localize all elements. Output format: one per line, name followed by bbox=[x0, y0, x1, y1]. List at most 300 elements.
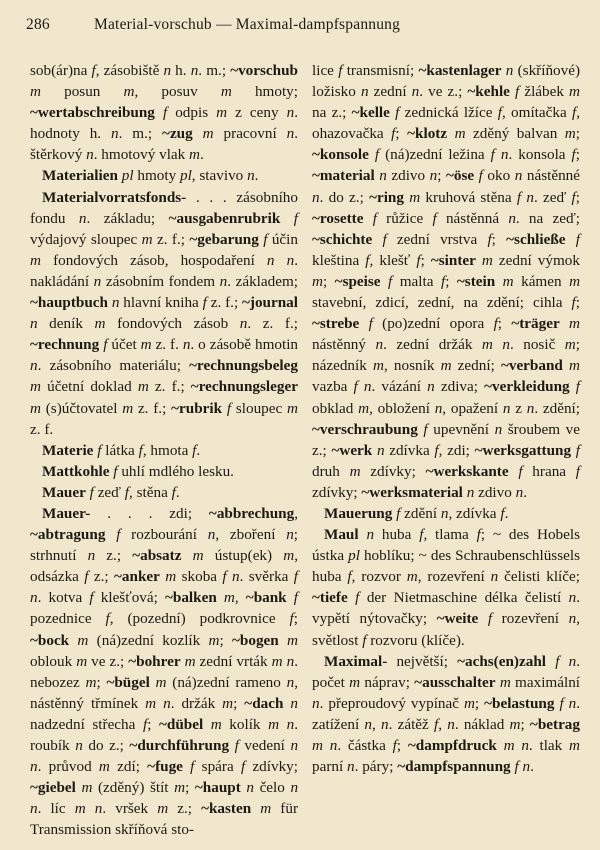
entry-text: , tlama bbox=[423, 526, 477, 544]
grammar-label: n bbox=[568, 652, 577, 670]
dictionary-entry bbox=[30, 482, 298, 503]
entry-text: zední výmok bbox=[492, 251, 580, 269]
entry-text: zdění bbox=[400, 504, 441, 522]
entry-text: . vázání bbox=[371, 378, 428, 396]
grammar-label: f bbox=[105, 610, 110, 628]
entry-text: z. f. bbox=[151, 336, 183, 354]
grammar-label: f bbox=[347, 568, 352, 586]
entry-text: ; bbox=[575, 146, 580, 164]
entry-text: hlavní kniha bbox=[119, 294, 203, 312]
entry-text: maximální bbox=[510, 673, 581, 691]
running-head: Material-vorschub — Maximal-dampfspannung bbox=[94, 16, 401, 33]
grammar-label: n bbox=[239, 315, 248, 333]
entry-text: ústup(ek) bbox=[203, 547, 284, 565]
entry-text bbox=[497, 737, 504, 754]
grammar-label: n bbox=[86, 146, 94, 164]
entry-text: . . . zdi; bbox=[90, 504, 209, 522]
headword: ~absatz bbox=[132, 547, 182, 565]
entry-text: šroubem ve z.; bbox=[312, 420, 581, 459]
entry-text: . zatížení bbox=[312, 694, 581, 733]
grammar-label: n bbox=[163, 62, 172, 79]
grammar-label: f bbox=[500, 504, 505, 522]
grammar-label: n bbox=[312, 188, 320, 206]
grammar-label: f bbox=[84, 568, 89, 586]
entry-text: , obložení bbox=[369, 399, 435, 417]
grammar-label: m bbox=[569, 83, 581, 101]
grammar-label: f bbox=[338, 62, 343, 79]
headword: ~bank bbox=[245, 589, 287, 607]
dictionary-entry bbox=[312, 503, 580, 524]
grammar-label: f bbox=[514, 758, 519, 776]
dictionary-entry bbox=[30, 440, 298, 461]
headword: ~konsole bbox=[312, 146, 369, 164]
entry-text: ; bbox=[497, 315, 512, 333]
entry-text bbox=[105, 526, 116, 543]
entry-text: pracovní bbox=[213, 125, 287, 143]
entry-text: ; bbox=[575, 294, 580, 312]
entry-text: , omítačka bbox=[502, 104, 572, 122]
headword: Mauerung bbox=[324, 504, 393, 522]
grammar-label: m bbox=[145, 694, 157, 712]
entry-text: ; bbox=[520, 715, 530, 733]
entry-text: , zdívka bbox=[448, 504, 501, 522]
entry-text: ve z.; bbox=[87, 652, 129, 670]
entry-text: zdívky; bbox=[245, 758, 298, 776]
headword: ~dampfdruck bbox=[407, 737, 497, 754]
grammar-label: n bbox=[87, 547, 96, 565]
headword: ~anker bbox=[114, 568, 160, 586]
grammar-label: n bbox=[514, 167, 523, 185]
grammar-label: m bbox=[81, 779, 93, 797]
grammar-label: m bbox=[260, 800, 272, 818]
entry-text: ; bbox=[219, 631, 232, 649]
dictionary-entry bbox=[30, 60, 298, 165]
grammar-label: f bbox=[487, 610, 493, 628]
grammar-label: f bbox=[518, 462, 523, 480]
dictionary-entry bbox=[30, 461, 298, 482]
entry-text: ; bbox=[445, 272, 457, 290]
entry-text: zdivo bbox=[474, 483, 516, 501]
grammar-label: n bbox=[360, 83, 369, 101]
entry-text: nástěnná bbox=[436, 209, 509, 227]
entry-text: sloupec bbox=[231, 399, 288, 417]
entry-text: . do z.; bbox=[319, 188, 370, 206]
entry-text: . bbox=[254, 167, 259, 185]
grammar-label: m bbox=[268, 715, 280, 733]
grammar-label: m bbox=[140, 336, 152, 354]
grammar-label: n bbox=[494, 420, 503, 438]
grammar-label: n bbox=[376, 441, 385, 459]
grammar-label: n bbox=[508, 209, 516, 227]
entry-text: huba bbox=[374, 526, 420, 544]
grammar-label: m bbox=[440, 357, 452, 375]
entry-text: rozbourání bbox=[120, 526, 208, 544]
grammar-label: f bbox=[382, 230, 387, 248]
grammar-label: n bbox=[364, 715, 373, 733]
entry-text: ; bbox=[396, 737, 408, 754]
entry-text: účet bbox=[107, 336, 141, 354]
grammar-label: m bbox=[223, 589, 235, 607]
grammar-label: n bbox=[219, 272, 228, 290]
entry-text: . držák bbox=[170, 694, 223, 712]
entry-text: čelisti klíče; bbox=[498, 568, 580, 586]
grammar-label: f bbox=[490, 146, 495, 164]
grammar-label: f bbox=[395, 104, 400, 122]
entry-text: . o zásobě hmotin bbox=[190, 336, 299, 354]
grammar-label: f bbox=[497, 104, 502, 122]
entry-text: . na zeď; bbox=[515, 209, 581, 227]
entry-text: , posuv bbox=[134, 83, 221, 101]
headword: ~kastenlager bbox=[418, 62, 502, 79]
grammar-label: f bbox=[396, 504, 401, 522]
grammar-label: n bbox=[312, 694, 320, 712]
grammar-label: pl bbox=[121, 167, 134, 185]
dictionary-entry bbox=[30, 503, 298, 841]
grammar-label: pl bbox=[348, 547, 360, 565]
headword: ~weite bbox=[436, 610, 479, 628]
grammar-label: m bbox=[98, 758, 110, 776]
grammar-label: n bbox=[366, 526, 375, 544]
grammar-label: f bbox=[434, 441, 439, 459]
grammar-label: n bbox=[521, 737, 529, 754]
headword: ~achs(en)zahl bbox=[457, 652, 546, 670]
grammar-label: m bbox=[406, 568, 418, 586]
entry-text: spára bbox=[194, 758, 241, 776]
headword: ~durchführung bbox=[129, 737, 230, 754]
entry-text: sob(ár)na bbox=[30, 62, 92, 79]
grammar-label: m bbox=[30, 83, 41, 101]
grammar-label: n bbox=[526, 188, 534, 206]
entry-text: skoba bbox=[176, 568, 223, 586]
entry-text: zdívky; bbox=[360, 462, 426, 480]
entry-text: zední vrstva bbox=[386, 230, 488, 248]
grammar-label: f bbox=[388, 272, 393, 290]
grammar-label: f bbox=[124, 483, 130, 501]
headword: ~rosette bbox=[312, 209, 364, 227]
grammar-label: f bbox=[478, 167, 483, 185]
entry-text: , hmota bbox=[142, 441, 193, 459]
entry-text: , bbox=[234, 589, 246, 607]
grammar-label: m bbox=[141, 230, 153, 248]
grammar-label: m bbox=[287, 399, 298, 417]
grammar-label: m bbox=[30, 251, 41, 269]
entry-text: . svěrka bbox=[239, 568, 294, 586]
entry-text: , nosník bbox=[383, 357, 441, 375]
entry-text: malta bbox=[392, 272, 441, 290]
grammar-label: f bbox=[192, 441, 197, 459]
entry-text: ; bbox=[293, 610, 298, 628]
grammar-label: m bbox=[85, 673, 97, 691]
grammar-label: f bbox=[293, 209, 298, 227]
grammar-label: n bbox=[246, 779, 254, 797]
headword: Maul bbox=[324, 526, 359, 544]
entry-text: zdívka bbox=[384, 441, 435, 459]
grammar-label: f bbox=[434, 715, 439, 733]
grammar-label: m bbox=[165, 568, 177, 586]
grammar-label: n bbox=[190, 62, 199, 79]
grammar-label: f bbox=[516, 188, 522, 206]
grammar-label: n bbox=[286, 104, 295, 122]
grammar-label: n bbox=[286, 526, 294, 544]
dictionary-entry bbox=[30, 165, 298, 186]
entry-text: . roubík bbox=[30, 715, 298, 754]
entry-text: ; názedník bbox=[312, 336, 580, 375]
grammar-label: m bbox=[454, 125, 466, 143]
entry-text: zděný balvan bbox=[465, 125, 565, 143]
entry-text: . základu; bbox=[86, 209, 169, 227]
grammar-label: f bbox=[372, 209, 377, 227]
grammar-label: f bbox=[116, 526, 121, 544]
grammar-label: m bbox=[569, 357, 580, 375]
entry-text: ; bbox=[233, 694, 245, 712]
entry-text bbox=[203, 716, 211, 733]
entry-text: , světlost bbox=[312, 610, 581, 649]
entry-text: zdiva; bbox=[434, 378, 485, 396]
entry-text: . zdění; bbox=[534, 399, 580, 417]
grammar-label: n bbox=[505, 62, 514, 79]
grammar-label: f bbox=[353, 378, 358, 396]
entry-text: , stěna bbox=[129, 483, 172, 501]
grammar-label: m bbox=[463, 694, 475, 712]
grammar-label: m bbox=[499, 673, 511, 691]
dictionary-entry bbox=[30, 187, 298, 440]
entry-text: . zátěž bbox=[388, 715, 434, 733]
entry-text: , rozvor bbox=[351, 568, 407, 586]
grammar-label: m bbox=[569, 315, 581, 333]
grammar-label: n bbox=[75, 737, 83, 754]
grammar-label: f bbox=[419, 526, 424, 544]
entry-text: , stavivo bbox=[191, 167, 248, 185]
entry-text: odpis bbox=[167, 104, 217, 122]
grammar-label: m bbox=[312, 737, 323, 754]
headword: ~ausschalter bbox=[414, 673, 496, 691]
grammar-label: m bbox=[137, 378, 149, 396]
entry-text: z ceny bbox=[227, 104, 287, 122]
grammar-label: n bbox=[290, 694, 298, 712]
entry-text: nástěnný bbox=[312, 336, 376, 354]
headword: ~journal bbox=[242, 294, 298, 312]
grammar-label: f bbox=[89, 589, 94, 607]
grammar-label: m bbox=[409, 188, 421, 206]
headword: ~verband bbox=[500, 357, 563, 375]
headword: ~rechnungsbeleg bbox=[189, 357, 298, 375]
grammar-label: f bbox=[362, 631, 367, 649]
entry-text: upevnění bbox=[427, 420, 495, 438]
grammar-label: f bbox=[555, 652, 560, 670]
entry-text: . nakládání bbox=[30, 251, 298, 290]
headword: ~vorschub bbox=[230, 62, 299, 79]
grammar-label: f bbox=[559, 694, 564, 712]
entry-text: . zásobního materiálu; bbox=[37, 357, 190, 375]
entry-text: . náklad bbox=[454, 715, 510, 733]
grammar-label: n bbox=[290, 779, 299, 797]
entry-text: účetní doklad bbox=[40, 378, 138, 396]
grammar-label: f bbox=[91, 62, 96, 79]
grammar-label: m bbox=[74, 800, 86, 818]
headword: ~stein bbox=[456, 272, 496, 290]
entry-text bbox=[323, 737, 330, 754]
grammar-label: n bbox=[522, 758, 531, 776]
entry-text: nástěnné bbox=[522, 167, 581, 185]
grammar-label: f bbox=[171, 483, 176, 501]
grammar-label: f bbox=[391, 125, 396, 143]
grammar-label: n bbox=[78, 209, 87, 227]
grammar-label: m bbox=[210, 715, 222, 733]
grammar-label: m bbox=[30, 378, 41, 396]
entry-text: stavební, zdicí, zední, na zdění; cihla bbox=[312, 294, 572, 312]
headword: ~bock bbox=[30, 631, 70, 649]
headword: ~gebarung bbox=[189, 230, 259, 248]
entry-text: ; bbox=[322, 272, 335, 290]
grammar-label: n bbox=[286, 673, 295, 691]
grammar-label: n bbox=[466, 483, 475, 501]
entry-text: ; bbox=[395, 125, 408, 143]
entry-text bbox=[546, 653, 555, 670]
grammar-label: f bbox=[423, 420, 428, 438]
headword: ~klotz bbox=[407, 125, 448, 143]
entry-text: zednická lžíce bbox=[399, 104, 498, 122]
grammar-label: m bbox=[372, 357, 384, 375]
entry-text: ; bbox=[491, 230, 507, 248]
grammar-label: n bbox=[568, 610, 577, 628]
headword: ~balken bbox=[164, 589, 217, 607]
entry-text: . počet bbox=[312, 652, 580, 691]
grammar-label: f bbox=[374, 146, 380, 164]
headword: ~träger bbox=[511, 315, 560, 333]
headword: ~verschraubung bbox=[312, 420, 418, 438]
entry-text: kámen bbox=[513, 272, 570, 290]
headword: Mauer bbox=[42, 483, 86, 501]
entry-text: zední vrták bbox=[195, 652, 272, 670]
entry-text: do z.; bbox=[82, 737, 130, 754]
headword: ~tiefe bbox=[312, 589, 348, 607]
entry-text: ; bbox=[420, 251, 431, 269]
headword: ~abbrechung bbox=[208, 504, 295, 522]
headword: ~betrag bbox=[529, 715, 580, 733]
grammar-label: f bbox=[416, 251, 421, 269]
grammar-label: m bbox=[174, 779, 186, 797]
entry-text: (ná)zední ležina bbox=[379, 146, 491, 164]
entry-text: pozednice bbox=[30, 610, 106, 628]
right-column bbox=[312, 60, 580, 777]
entry-text: (ná)zední rameno bbox=[166, 673, 287, 691]
entry-text: . bbox=[504, 504, 509, 522]
entry-text: zeď bbox=[93, 483, 125, 501]
headword: ~kasten bbox=[201, 800, 252, 818]
grammar-label: f bbox=[293, 589, 298, 607]
entry-text: . bbox=[175, 483, 180, 501]
grammar-label: m bbox=[312, 272, 323, 290]
grammar-label: n bbox=[111, 294, 120, 312]
entry-text: vazba bbox=[312, 378, 354, 396]
entry-text: rozvoru (klíče). bbox=[366, 631, 465, 649]
grammar-label: f bbox=[515, 83, 520, 101]
entry-text: látka bbox=[101, 441, 139, 459]
grammar-label: f bbox=[240, 758, 246, 776]
entry-text: z.; bbox=[95, 547, 133, 565]
grammar-label: m bbox=[220, 83, 232, 101]
entry-text bbox=[566, 231, 576, 248]
grammar-label: f bbox=[138, 441, 143, 459]
entry-text: . částka bbox=[337, 737, 393, 754]
entry-text bbox=[280, 210, 293, 227]
headword: ~bogen bbox=[232, 631, 279, 649]
grammar-label: n bbox=[500, 146, 509, 164]
entry-text: z. f.; bbox=[148, 378, 191, 396]
headword: ~wertabschreibung bbox=[30, 104, 155, 122]
entry-text: . nebozez bbox=[30, 652, 298, 691]
entry-text: ; bbox=[474, 694, 485, 712]
grammar-label: n bbox=[286, 125, 295, 143]
grammar-label: n bbox=[502, 399, 511, 417]
grammar-label: f bbox=[162, 104, 168, 122]
grammar-label: f bbox=[575, 462, 580, 480]
entry-text bbox=[509, 463, 519, 480]
entry-text bbox=[447, 125, 455, 142]
entry-text: . z. f.; bbox=[247, 315, 298, 333]
entry-text bbox=[279, 632, 287, 649]
headword: ~rechnung bbox=[30, 336, 100, 354]
grammar-label: f bbox=[571, 188, 576, 206]
entry-text: účin bbox=[267, 230, 298, 248]
entry-text bbox=[478, 610, 488, 627]
entry-text: čelo bbox=[253, 779, 291, 797]
entry-text bbox=[559, 653, 568, 670]
headword: ~zug bbox=[162, 125, 193, 143]
entry-text: z.; bbox=[88, 568, 115, 586]
grammar-label: m bbox=[502, 272, 514, 290]
entry-text: žlábek bbox=[519, 83, 570, 101]
entry-text: největší; bbox=[387, 652, 458, 670]
grammar-label: f bbox=[432, 209, 437, 227]
entry-text: , bbox=[438, 715, 448, 733]
grammar-label: m bbox=[122, 399, 134, 417]
grammar-label: n bbox=[347, 758, 355, 776]
entry-text: . základem; bbox=[227, 272, 298, 290]
grammar-label: n bbox=[411, 83, 420, 101]
grammar-label: n bbox=[111, 125, 119, 143]
grammar-label: f bbox=[293, 568, 299, 586]
grammar-label: n bbox=[502, 336, 510, 354]
entry-text: . . . zásobního fondu bbox=[30, 188, 298, 227]
entry-text: . štěrkový bbox=[30, 125, 298, 164]
entry-text: obklad bbox=[312, 399, 359, 417]
entry-text: (zděný) štít bbox=[92, 779, 175, 797]
grammar-label: f bbox=[571, 294, 576, 312]
grammar-label: f bbox=[234, 737, 239, 754]
grammar-label: f bbox=[97, 441, 102, 459]
entry-text: ; bbox=[185, 779, 195, 797]
headword: ~werksmaterial bbox=[361, 483, 463, 501]
headword: ~dampfspannung bbox=[397, 758, 511, 776]
entry-text: , odsázka bbox=[30, 547, 298, 586]
entry-text: kruhová stěna bbox=[420, 188, 517, 206]
grammar-label: n bbox=[375, 336, 384, 354]
headword: ~fuge bbox=[147, 758, 183, 776]
entry-text: zední; bbox=[451, 357, 501, 375]
entry-text: oblouk bbox=[30, 652, 77, 670]
entry-text: . vršek bbox=[102, 800, 158, 818]
grammar-label: n bbox=[30, 589, 38, 607]
grammar-label: n bbox=[266, 251, 275, 269]
entry-text: z. f.; bbox=[133, 399, 172, 417]
entry-text: z.; bbox=[168, 800, 202, 818]
grammar-label: m bbox=[189, 146, 201, 164]
entry-text bbox=[251, 800, 260, 817]
entry-text: (po)zední opora bbox=[372, 315, 494, 333]
grammar-label: f bbox=[142, 715, 148, 733]
entry-text: nadzední střecha bbox=[30, 715, 143, 733]
